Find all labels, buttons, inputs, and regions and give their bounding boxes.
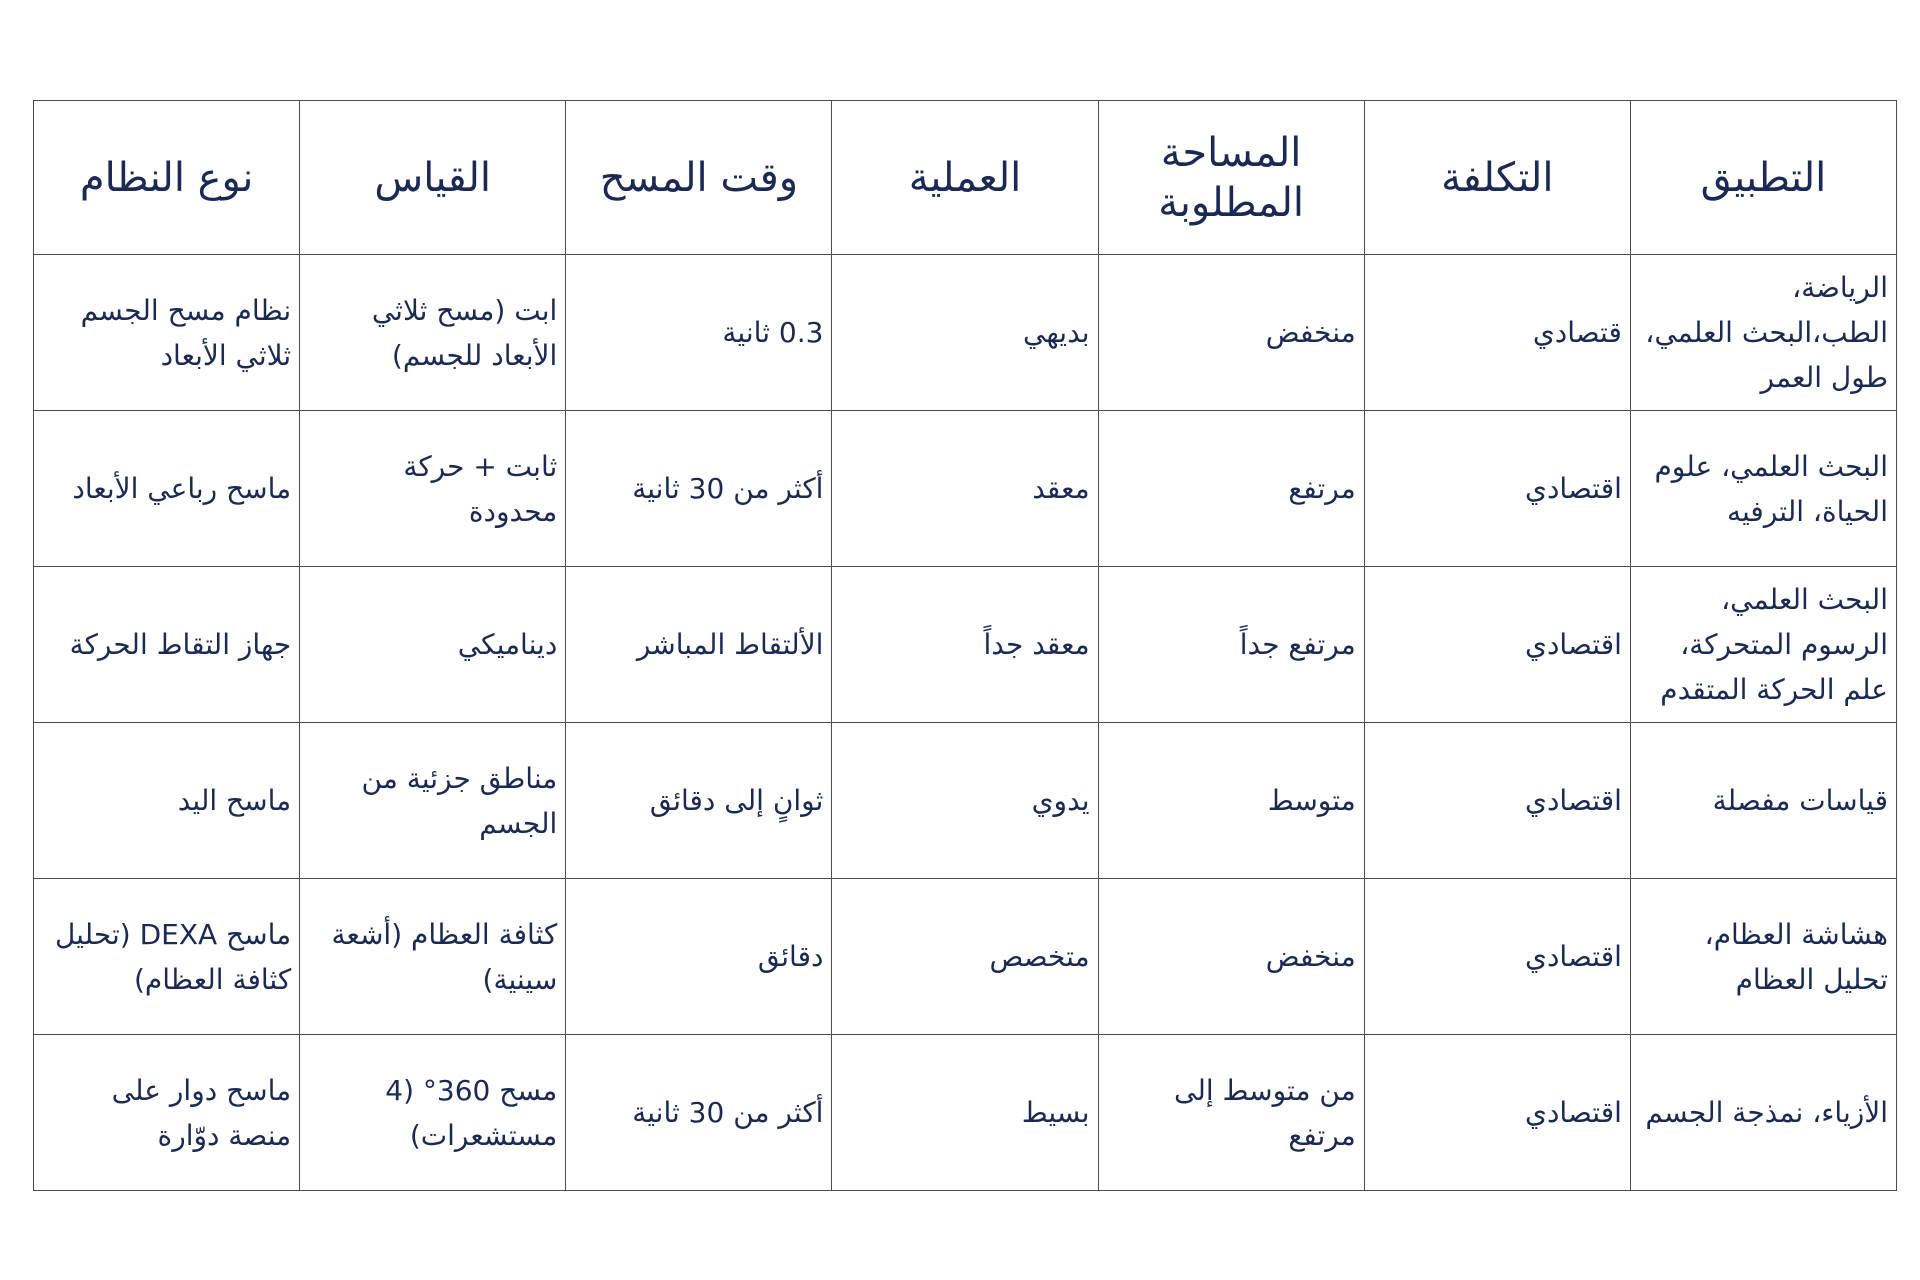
comparison-table-container [33,100,1897,1188]
body-scanner-comparison-table [33,100,1897,1191]
cell-measurement: مناطق جزئية من الجسم [300,723,566,879]
table-row [34,723,1897,879]
table-row [34,411,1897,567]
cell-measurement: ديناميكي [300,567,566,723]
cell-operation: يدوي [832,723,1098,879]
cell-system-type: جهاز التقاط الحركة [34,567,300,723]
cell-required-space: منخفض [1098,255,1364,411]
cell-required-space: من متوسط إلى مرتفع [1098,1035,1364,1191]
table-body [34,255,1897,1191]
cell-system-type: نظام مسح الجسم ثلاثي الأبعاد [34,255,300,411]
cell-cost: اقتصادي [1364,1035,1630,1191]
cell-operation: متخصص [832,879,1098,1035]
cell-system-type: ماسح DEXA (تحليل كثافة العظام) [34,879,300,1035]
cell-system-type: ماسح اليد [34,723,300,879]
header-cost: التكلفة [1364,101,1630,255]
cell-required-space: مرتفع جداً [1098,567,1364,723]
cell-scan-time: 0.3 ثانية [566,255,832,411]
header-operation: العملية [832,101,1098,255]
cell-operation: معقد جداً [832,567,1098,723]
table-row [34,1035,1897,1191]
table-row [34,567,1897,723]
header-row [34,101,1897,255]
cell-system-type: ماسح دوار على منصة دوّارة [34,1035,300,1191]
cell-cost: اقتصادي [1364,567,1630,723]
cell-required-space: متوسط [1098,723,1364,879]
header-required-space: المساحة المطلوبة [1098,101,1364,255]
cell-cost: قتصادي [1364,255,1630,411]
cell-application: قياسات مفصلة [1630,723,1896,879]
cell-system-type: ماسح رباعي الأبعاد [34,411,300,567]
cell-application: الأزياء، نمذجة الجسم [1630,1035,1896,1191]
cell-cost: اقتصادي [1364,879,1630,1035]
cell-cost: اقتصادي [1364,411,1630,567]
cell-operation: معقد [832,411,1098,567]
table-header [34,101,1897,255]
cell-scan-time: أكثر من 30 ثانية [566,1035,832,1191]
cell-operation: بديهي [832,255,1098,411]
cell-scan-time: ثوانٍ إلى دقائق [566,723,832,879]
cell-application: البحث العلمي، الرسوم المتحركة، علم الحركة المتقدم [1630,567,1896,723]
table-row [34,255,1897,411]
cell-application: هشاشة العظام، تحليل العظام [1630,879,1896,1035]
cell-measurement: مسح 360° (4 مستشعرات) [300,1035,566,1191]
cell-required-space: مرتفع [1098,411,1364,567]
header-system-type: نوع النظام [34,101,300,255]
cell-required-space: منخفض [1098,879,1364,1035]
cell-measurement: كثافة العظام (أشعة سينية) [300,879,566,1035]
cell-scan-time: دقائق [566,879,832,1035]
cell-scan-time: أكثر من 30 ثانية [566,411,832,567]
cell-application: البحث العلمي، علوم الحياة، الترفيه [1630,411,1896,567]
cell-scan-time: الألتقاط المباشر [566,567,832,723]
cell-cost: اقتصادي [1364,723,1630,879]
cell-measurement: ثابت + حركة محدودة [300,411,566,567]
table-row [34,879,1897,1035]
header-application: التطبيق [1630,101,1896,255]
header-measurement: القياس [300,101,566,255]
cell-operation: بسيط [832,1035,1098,1191]
header-scan-time: وقت المسح [566,101,832,255]
cell-measurement: ابت (مسح ثلاثي الأبعاد للجسم) [300,255,566,411]
cell-application: الرياضة، الطب،البحث العلمي، طول العمر [1630,255,1896,411]
